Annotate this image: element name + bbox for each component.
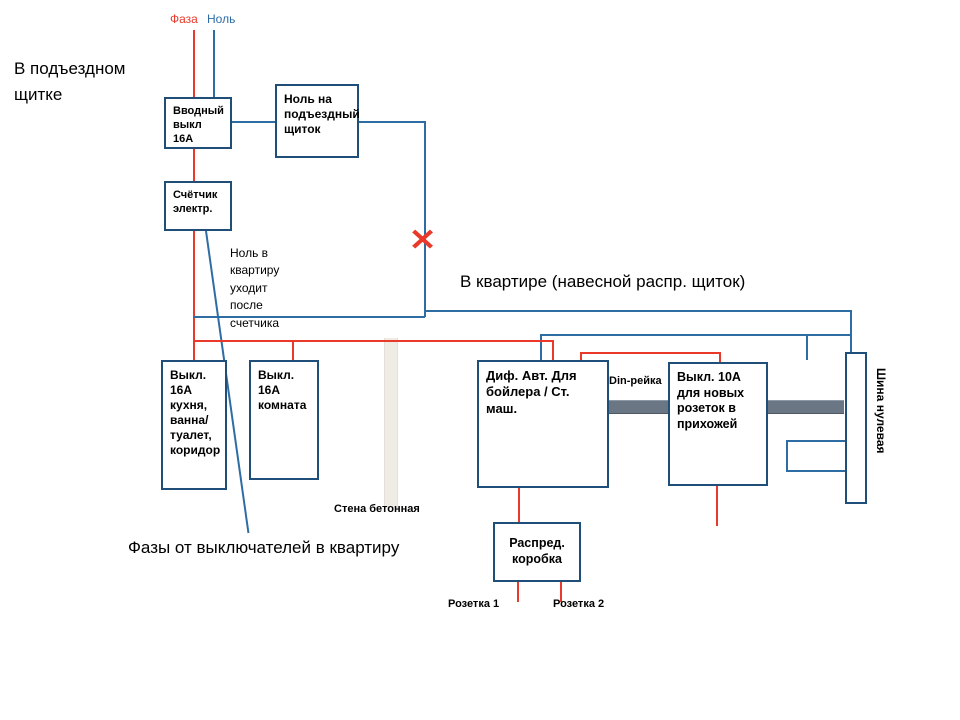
wire-neutral-bus-main — [424, 310, 852, 312]
wire-phase-right-right-leg — [719, 352, 721, 362]
wire-neutral-bus-left — [193, 316, 425, 318]
label-concrete-wall: Стена бетонная — [334, 503, 420, 515]
label-neutral-note: Ноль в квартиру уходит после счетчика — [230, 246, 280, 330]
label-socket-1: Розетка 1 — [448, 598, 500, 610]
wire-phase-to-rcd — [552, 340, 554, 360]
wire-neutral-branch-down-2 — [806, 334, 808, 360]
wire-phase-to-room-breaker — [292, 340, 294, 360]
wire-phase-bus-right — [580, 352, 720, 354]
box-breaker-new-sockets[interactable]: Выкл. 10А для новых розеток в прихожей — [668, 362, 768, 486]
box-junction[interactable]: Распред. коробка — [493, 522, 581, 582]
wire-phase-bus-left — [193, 340, 553, 342]
wire-neutral-bus-branch-1 — [786, 440, 846, 442]
wire-neutral-out-v — [424, 121, 426, 317]
wire-neutral-bus-branch-v — [786, 440, 788, 470]
label-neutral-in: Ноль — [207, 12, 236, 26]
label-neutral-bus: Шина нулевая — [874, 368, 888, 454]
x-mark-disconnect: ✕ — [408, 224, 437, 257]
box-breaker-room[interactable]: Выкл. 16А комната — [249, 360, 319, 480]
wire-phase-to-kitchen-breaker — [193, 340, 195, 360]
label-in-apartment: В квартире (навесной распр. щиток) — [460, 272, 746, 291]
box-rcd-boiler[interactable]: Диф. Авт. Для бойлера / Ст. маш. — [477, 360, 609, 488]
wire-neutral-bus-branch-2 — [786, 470, 846, 472]
wire-phase-breaker-to-meter — [193, 149, 195, 182]
label-socket-2: Розетка 2 — [553, 598, 605, 610]
label-din-rail: Din-рейка — [609, 375, 662, 387]
wire-junction-down-1 — [517, 582, 519, 602]
concrete-wall — [384, 338, 398, 508]
wire-neutral-branch-down — [540, 334, 542, 360]
label-phase-in: Фаза — [170, 12, 198, 26]
wire-rcd-to-junction — [518, 488, 520, 522]
label-phases-from-switches: Фазы от выключателей в квартиру — [128, 538, 400, 557]
wire-neutral-out-h — [359, 121, 425, 123]
box-meter[interactable]: Счётчик электр. — [164, 181, 232, 231]
box-input-breaker[interactable]: Вводный выкл 16А — [164, 97, 232, 149]
wire-new-sockets-out — [716, 486, 718, 526]
label-entrance-panel: В подъездном щитке — [14, 59, 126, 104]
box-neutral-block[interactable]: Ноль на подъездный щиток — [275, 84, 359, 158]
box-neutral-bus[interactable] — [845, 352, 867, 504]
wire-neutral-bus-to-bar — [850, 310, 852, 352]
box-breaker-kitchen[interactable]: Выкл. 16А кухня, ванна/туалет, коридор — [161, 360, 227, 490]
